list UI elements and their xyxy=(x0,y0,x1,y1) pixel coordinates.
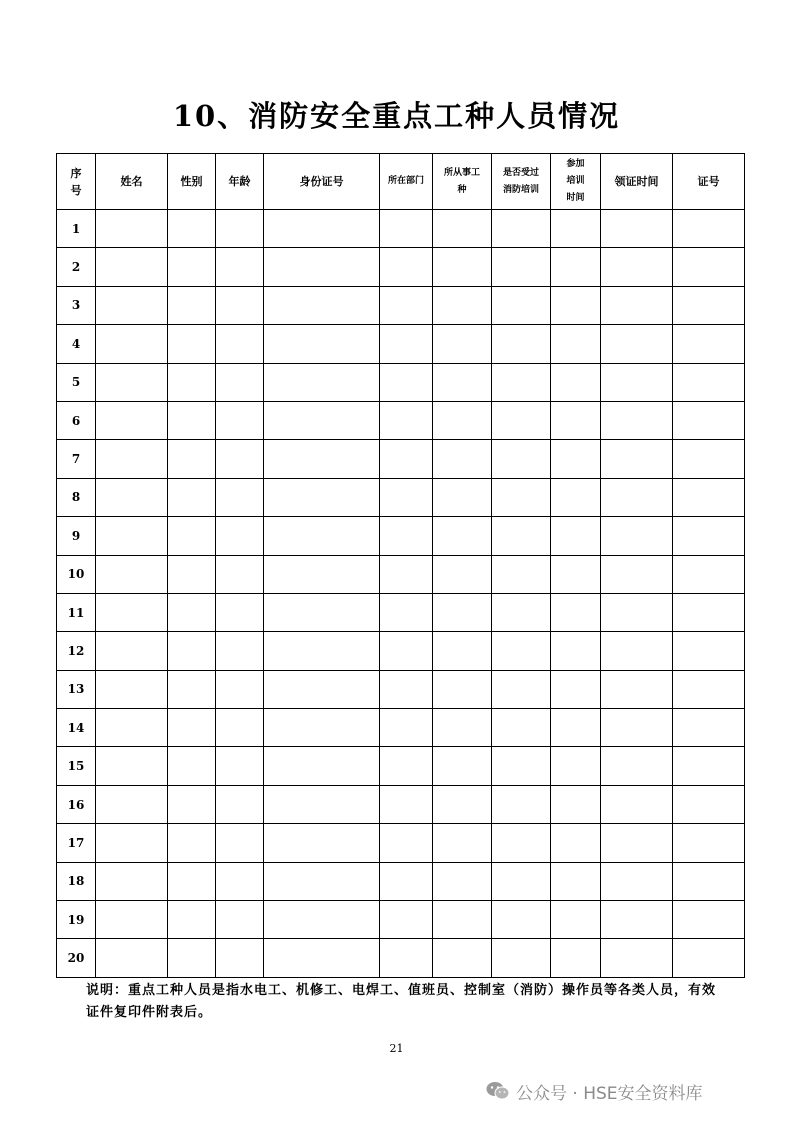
empty-cell xyxy=(492,632,551,670)
page-title: 10、消防安全重点工种人员情况 xyxy=(172,99,621,133)
empty-cell xyxy=(96,670,168,708)
empty-cell xyxy=(601,363,673,401)
empty-cell xyxy=(551,325,601,363)
empty-cell xyxy=(673,286,745,324)
empty-cell xyxy=(551,478,601,516)
empty-cell xyxy=(168,363,216,401)
watermark-text: 公众号 · HSE安全资料库 xyxy=(516,1083,703,1104)
row-number-cell: 20 xyxy=(57,939,96,977)
empty-cell xyxy=(492,555,551,593)
empty-cell xyxy=(673,478,745,516)
empty-cell xyxy=(673,248,745,286)
empty-cell xyxy=(168,248,216,286)
empty-cell xyxy=(551,901,601,939)
table-header-row xyxy=(57,154,745,210)
row-number-cell: 9 xyxy=(57,517,96,555)
empty-cell xyxy=(673,785,745,823)
empty-cell xyxy=(264,401,380,439)
empty-cell xyxy=(168,210,216,248)
empty-cell xyxy=(216,517,264,555)
empty-cell xyxy=(168,939,216,977)
empty-cell xyxy=(492,478,551,516)
empty-cell xyxy=(551,210,601,248)
empty-cell xyxy=(168,478,216,516)
empty-cell xyxy=(673,363,745,401)
header-cell-issue-date: 领证时间 xyxy=(601,154,673,210)
header-cell-name: 姓名 xyxy=(96,154,168,210)
empty-cell xyxy=(216,593,264,631)
empty-cell xyxy=(673,401,745,439)
empty-cell xyxy=(601,440,673,478)
empty-cell xyxy=(216,363,264,401)
empty-cell xyxy=(264,248,380,286)
header-cell-gender: 性别 xyxy=(168,154,216,210)
empty-cell xyxy=(601,670,673,708)
empty-cell xyxy=(216,555,264,593)
empty-cell xyxy=(216,901,264,939)
empty-cell xyxy=(492,286,551,324)
empty-cell xyxy=(264,440,380,478)
empty-cell xyxy=(168,555,216,593)
empty-cell xyxy=(492,862,551,900)
empty-cell xyxy=(433,517,492,555)
empty-cell xyxy=(433,555,492,593)
empty-cell xyxy=(433,709,492,747)
table-row xyxy=(57,632,745,670)
empty-cell xyxy=(433,210,492,248)
empty-cell xyxy=(433,401,492,439)
empty-cell xyxy=(551,747,601,785)
empty-cell xyxy=(264,517,380,555)
empty-cell xyxy=(433,747,492,785)
table-row xyxy=(57,325,745,363)
empty-cell xyxy=(433,785,492,823)
empty-cell xyxy=(216,785,264,823)
empty-cell xyxy=(492,785,551,823)
empty-cell xyxy=(601,632,673,670)
empty-cell xyxy=(492,363,551,401)
explanation-note: 说明：重点工种人员是指水电工、机修工、电焊工、值班员、控制室（消防）操作员等各类人员，有效证件复印件附表后。 xyxy=(86,983,717,1020)
empty-cell xyxy=(96,325,168,363)
empty-cell xyxy=(492,670,551,708)
table-row xyxy=(57,363,745,401)
empty-cell xyxy=(168,440,216,478)
header-cell-index: 序号 xyxy=(57,154,96,210)
header-cell-training-time: 参加培训时间 xyxy=(551,154,601,210)
empty-cell xyxy=(673,862,745,900)
empty-cell xyxy=(380,363,433,401)
empty-cell xyxy=(673,325,745,363)
empty-cell xyxy=(433,478,492,516)
empty-cell xyxy=(551,824,601,862)
empty-cell xyxy=(96,555,168,593)
empty-cell xyxy=(380,478,433,516)
row-number-cell: 16 xyxy=(57,785,96,823)
empty-cell xyxy=(264,632,380,670)
empty-cell xyxy=(168,325,216,363)
empty-cell xyxy=(551,286,601,324)
empty-cell xyxy=(673,517,745,555)
empty-cell xyxy=(380,593,433,631)
empty-cell xyxy=(96,785,168,823)
empty-cell xyxy=(264,325,380,363)
empty-cell xyxy=(380,939,433,977)
empty-cell xyxy=(433,939,492,977)
empty-cell xyxy=(96,862,168,900)
empty-cell xyxy=(216,862,264,900)
row-number-cell: 12 xyxy=(57,632,96,670)
empty-cell xyxy=(168,632,216,670)
row-number-cell: 17 xyxy=(57,824,96,862)
empty-cell xyxy=(216,210,264,248)
empty-cell xyxy=(380,670,433,708)
table-row xyxy=(57,248,745,286)
empty-cell xyxy=(601,862,673,900)
empty-cell xyxy=(96,440,168,478)
table-row xyxy=(57,593,745,631)
watermark xyxy=(486,1077,703,1105)
empty-cell xyxy=(96,593,168,631)
empty-cell xyxy=(168,593,216,631)
empty-cell xyxy=(433,632,492,670)
empty-cell xyxy=(380,747,433,785)
table-row xyxy=(57,286,745,324)
empty-cell xyxy=(380,632,433,670)
row-number-cell: 13 xyxy=(57,670,96,708)
empty-cell xyxy=(673,210,745,248)
empty-cell xyxy=(216,747,264,785)
row-number-cell: 14 xyxy=(57,709,96,747)
empty-cell xyxy=(216,632,264,670)
empty-cell xyxy=(380,325,433,363)
empty-cell xyxy=(492,325,551,363)
row-number-cell: 11 xyxy=(57,593,96,631)
empty-cell xyxy=(380,286,433,324)
empty-cell xyxy=(264,939,380,977)
empty-cell xyxy=(492,824,551,862)
empty-cell xyxy=(96,901,168,939)
empty-cell xyxy=(168,747,216,785)
empty-cell xyxy=(601,555,673,593)
table-row xyxy=(57,862,745,900)
empty-cell xyxy=(264,824,380,862)
row-number-cell: 15 xyxy=(57,747,96,785)
table-body xyxy=(57,210,745,978)
empty-cell xyxy=(433,593,492,631)
empty-cell xyxy=(264,785,380,823)
empty-cell xyxy=(216,286,264,324)
empty-cell xyxy=(433,670,492,708)
row-number-cell: 10 xyxy=(57,555,96,593)
empty-cell xyxy=(551,401,601,439)
empty-cell xyxy=(551,555,601,593)
empty-cell xyxy=(380,824,433,862)
table-row xyxy=(57,555,745,593)
empty-cell xyxy=(673,709,745,747)
empty-cell xyxy=(433,325,492,363)
empty-cell xyxy=(433,901,492,939)
empty-cell xyxy=(492,901,551,939)
row-number-cell: 18 xyxy=(57,862,96,900)
empty-cell xyxy=(264,709,380,747)
empty-cell xyxy=(264,862,380,900)
empty-cell xyxy=(380,901,433,939)
empty-cell xyxy=(551,440,601,478)
table-row xyxy=(57,747,745,785)
empty-cell xyxy=(551,632,601,670)
header-cell-department: 所在部门 xyxy=(380,154,433,210)
row-number-cell: 1 xyxy=(57,210,96,248)
empty-cell xyxy=(601,785,673,823)
empty-cell xyxy=(673,670,745,708)
empty-cell xyxy=(433,363,492,401)
empty-cell xyxy=(264,747,380,785)
empty-cell xyxy=(601,824,673,862)
table-row xyxy=(57,939,745,977)
empty-cell xyxy=(601,286,673,324)
empty-cell xyxy=(492,440,551,478)
empty-cell xyxy=(96,747,168,785)
empty-cell xyxy=(492,593,551,631)
empty-cell xyxy=(216,440,264,478)
empty-cell xyxy=(96,210,168,248)
empty-cell xyxy=(264,286,380,324)
table-row xyxy=(57,440,745,478)
empty-cell xyxy=(216,670,264,708)
row-number-cell: 6 xyxy=(57,401,96,439)
empty-cell xyxy=(216,939,264,977)
empty-cell xyxy=(601,401,673,439)
empty-cell xyxy=(673,440,745,478)
empty-cell xyxy=(492,210,551,248)
empty-cell xyxy=(380,785,433,823)
empty-cell xyxy=(216,709,264,747)
empty-cell xyxy=(380,440,433,478)
page-number: 21 xyxy=(389,1042,404,1055)
empty-cell xyxy=(96,824,168,862)
row-number-cell: 2 xyxy=(57,248,96,286)
row-number-cell: 19 xyxy=(57,901,96,939)
empty-cell xyxy=(601,325,673,363)
empty-cell xyxy=(380,862,433,900)
header-cell-id-number: 身份证号 xyxy=(264,154,380,210)
empty-cell xyxy=(96,632,168,670)
header-cell-cert-number: 证号 xyxy=(673,154,745,210)
empty-cell xyxy=(264,363,380,401)
empty-cell xyxy=(551,248,601,286)
empty-cell xyxy=(168,824,216,862)
empty-cell xyxy=(551,517,601,555)
empty-cell xyxy=(168,862,216,900)
empty-cell xyxy=(673,824,745,862)
empty-cell xyxy=(168,286,216,324)
empty-cell xyxy=(216,478,264,516)
empty-cell xyxy=(601,901,673,939)
empty-cell xyxy=(673,632,745,670)
empty-cell xyxy=(673,555,745,593)
empty-cell xyxy=(551,862,601,900)
empty-cell xyxy=(673,901,745,939)
empty-cell xyxy=(601,593,673,631)
empty-cell xyxy=(551,709,601,747)
empty-cell xyxy=(168,401,216,439)
empty-cell xyxy=(168,709,216,747)
table-row xyxy=(57,824,745,862)
empty-cell xyxy=(551,593,601,631)
empty-cell xyxy=(96,517,168,555)
table-row xyxy=(57,517,745,555)
empty-cell xyxy=(96,363,168,401)
empty-cell xyxy=(492,747,551,785)
empty-cell xyxy=(551,363,601,401)
empty-cell xyxy=(96,939,168,977)
empty-cell xyxy=(551,939,601,977)
empty-cell xyxy=(380,210,433,248)
empty-cell xyxy=(492,401,551,439)
empty-cell xyxy=(96,709,168,747)
empty-cell xyxy=(380,248,433,286)
empty-cell xyxy=(551,670,601,708)
empty-cell xyxy=(673,593,745,631)
table-row xyxy=(57,478,745,516)
row-number-cell: 4 xyxy=(57,325,96,363)
empty-cell xyxy=(168,670,216,708)
empty-cell xyxy=(601,248,673,286)
row-number-cell: 7 xyxy=(57,440,96,478)
empty-cell xyxy=(264,478,380,516)
empty-cell xyxy=(380,555,433,593)
personnel-table xyxy=(56,153,745,978)
empty-cell xyxy=(492,939,551,977)
empty-cell xyxy=(433,286,492,324)
table-row xyxy=(57,401,745,439)
table-row xyxy=(57,670,745,708)
empty-cell xyxy=(433,440,492,478)
empty-cell xyxy=(264,901,380,939)
empty-cell xyxy=(601,517,673,555)
empty-cell xyxy=(168,517,216,555)
empty-cell xyxy=(264,593,380,631)
empty-cell xyxy=(380,517,433,555)
empty-cell xyxy=(492,709,551,747)
empty-cell xyxy=(96,286,168,324)
empty-cell xyxy=(601,939,673,977)
empty-cell xyxy=(168,785,216,823)
empty-cell xyxy=(96,401,168,439)
header-cell-age: 年龄 xyxy=(216,154,264,210)
table-row xyxy=(57,785,745,823)
empty-cell xyxy=(264,210,380,248)
header-cell-job-type: 所从事工种 xyxy=(433,154,492,210)
empty-cell xyxy=(492,248,551,286)
empty-cell xyxy=(216,325,264,363)
row-number-cell: 8 xyxy=(57,478,96,516)
empty-cell xyxy=(601,747,673,785)
empty-cell xyxy=(601,478,673,516)
row-number-cell: 3 xyxy=(57,286,96,324)
empty-cell xyxy=(168,901,216,939)
empty-cell xyxy=(433,248,492,286)
empty-cell xyxy=(380,401,433,439)
empty-cell xyxy=(216,248,264,286)
wechat-icon xyxy=(486,1081,510,1101)
empty-cell xyxy=(380,709,433,747)
empty-cell xyxy=(601,210,673,248)
empty-cell xyxy=(216,824,264,862)
empty-cell xyxy=(673,939,745,977)
table-row xyxy=(57,901,745,939)
empty-cell xyxy=(551,785,601,823)
empty-cell xyxy=(673,747,745,785)
table-row xyxy=(57,709,745,747)
empty-cell xyxy=(492,517,551,555)
empty-cell xyxy=(216,401,264,439)
empty-cell xyxy=(264,670,380,708)
empty-cell xyxy=(96,248,168,286)
empty-cell xyxy=(433,862,492,900)
empty-cell xyxy=(264,555,380,593)
table-row xyxy=(57,210,745,248)
row-number-cell: 5 xyxy=(57,363,96,401)
header-cell-fire-training: 是否受过消防培训 xyxy=(492,154,551,210)
empty-cell xyxy=(96,478,168,516)
empty-cell xyxy=(601,709,673,747)
empty-cell xyxy=(433,824,492,862)
